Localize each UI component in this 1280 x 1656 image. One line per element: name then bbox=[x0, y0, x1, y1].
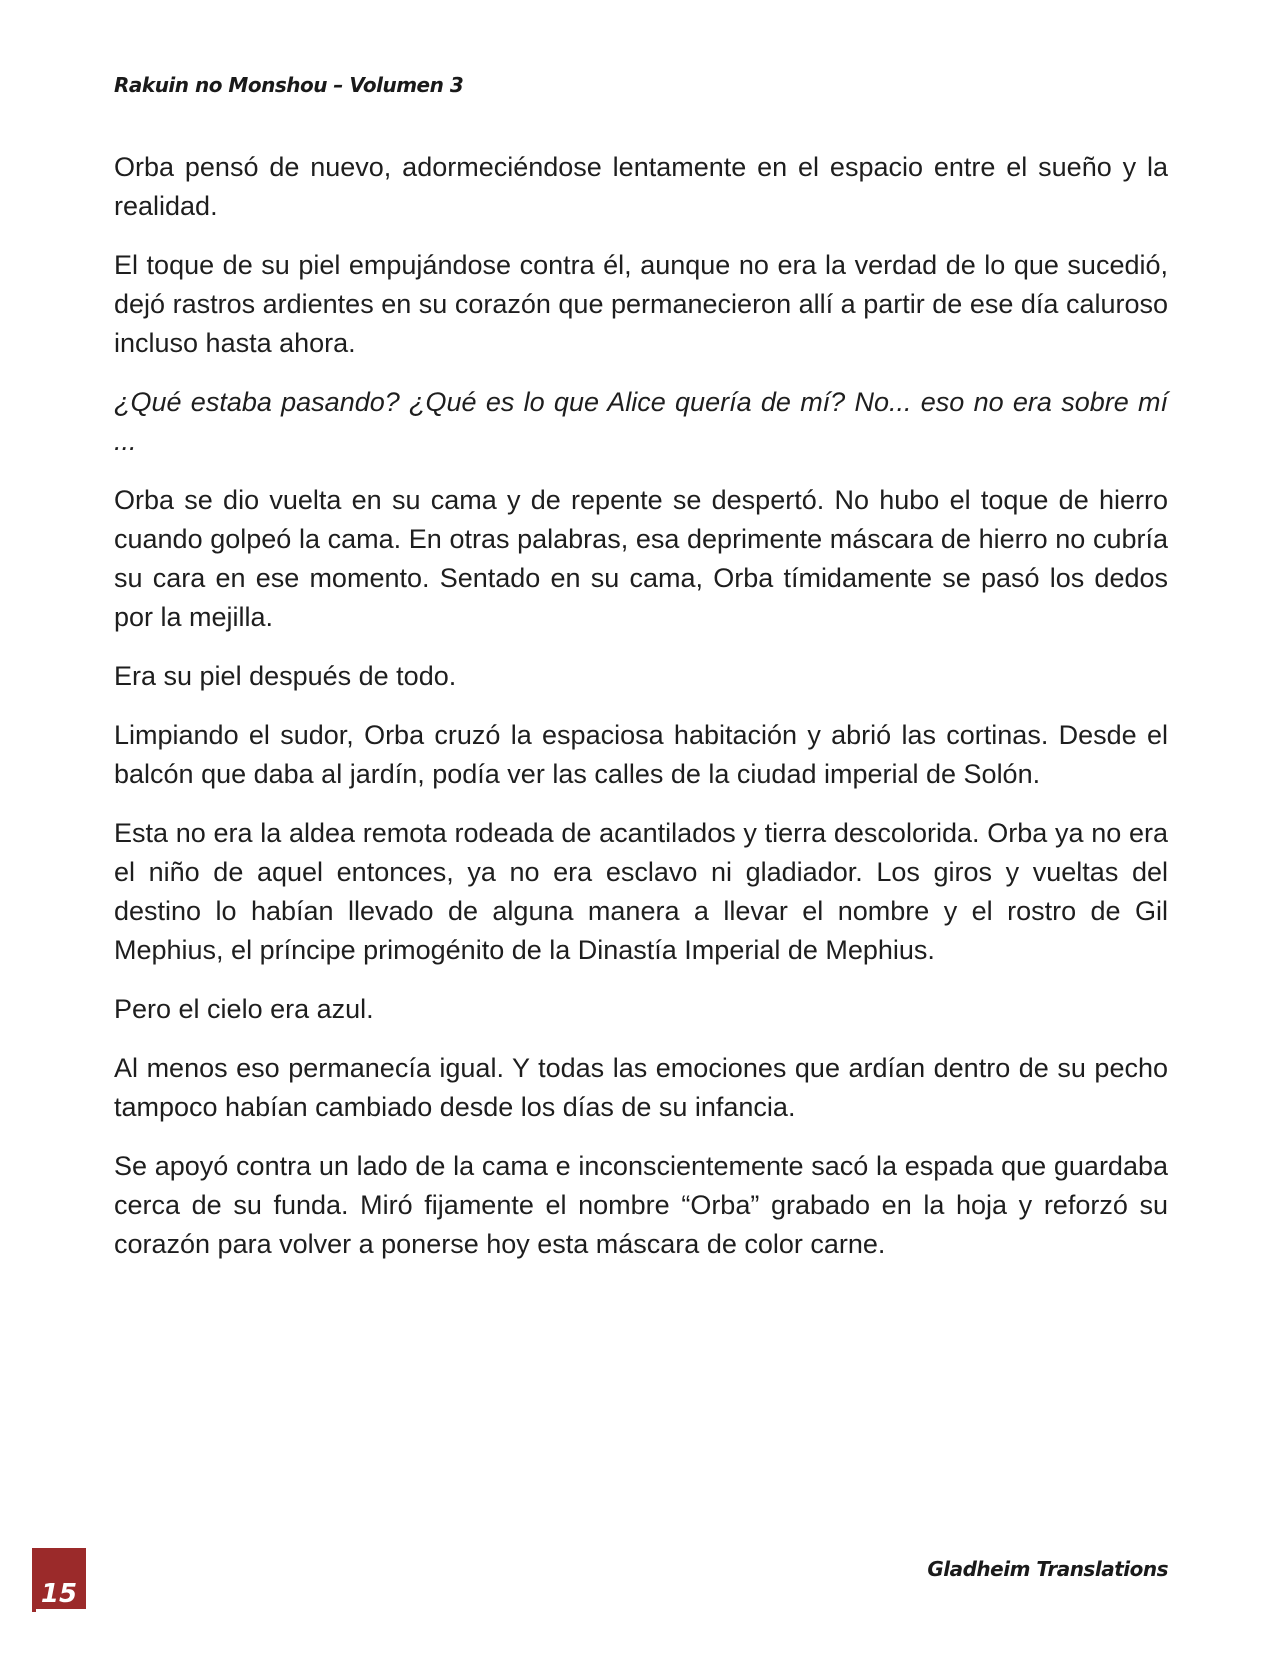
page-header-title: Rakuin no Monshou – Volumen 3 bbox=[114, 73, 464, 97]
paragraph: Orba se dio vuelta en su cama y de repente se despertó. No hubo el toque de hierro cuando golpeó la cama. En otras palabras, esa deprimente máscara de hierro no cubría su cara en ese momento. Sentado en su cama, Orba tímidamente se pasó los dedos por la mejilla. bbox=[114, 485, 1168, 632]
paragraph: El toque de su piel empujándose contra él, aunque no era la verdad de lo que sucedió, dejó rastros ardientes en su corazón que permanecieron allí a partir de ese día caluroso incluso hasta ahora. bbox=[114, 250, 1168, 358]
paragraph-italic: ¿Qué estaba pasando? ¿Qué es lo que Alice quería de mí? No... eso no era sobre mí ... bbox=[114, 387, 1168, 456]
paragraph: Limpiando el sudor, Orba cruzó la espaciosa habitación y abrió las cortinas. Desde el balcón que daba al jardín, podía ver las calles de la ciudad imperial de Solón. bbox=[114, 720, 1168, 789]
publisher-credit: Gladheim Translations bbox=[927, 1557, 1168, 1581]
paragraph: Se apoyó contra un lado de la cama e inconscientemente sacó la espada que guardaba cerca de su funda. Miró fijamente el nombre “Orba” grabado en la hoja y reforzó su corazón para volver a ponerse hoy esta máscara de color carne. bbox=[114, 1151, 1168, 1259]
page-number-badge bbox=[32, 1548, 86, 1612]
page-number-underline bbox=[36, 1609, 86, 1612]
body-text bbox=[114, 148, 1168, 1284]
paragraph: Pero el cielo era azul. bbox=[114, 994, 374, 1024]
page-number: 15 bbox=[40, 1579, 78, 1609]
paragraph: Al menos eso permanecía igual. Y todas las emociones que ardían dentro de su pecho tampoco habían cambiado desde los días de su infancia. bbox=[114, 1053, 1168, 1122]
paragraph: Esta no era la aldea remota rodeada de acantilados y tierra descolorida. Orba ya no era el niño de aquel entonces, ya no era esclavo ni gladiador. Los giros y vueltas del destino lo habían llevado de alguna manera a llevar el nombre y el rostro de Gil Mephius, el príncipe primogénito de la Dinastía Imperial de Mephius. bbox=[114, 818, 1168, 965]
paragraph: Era su piel después de todo. bbox=[114, 661, 457, 691]
paragraph: Orba pensó de nuevo, adormeciéndose lentamente en el espacio entre el sueño y la realidad. bbox=[114, 152, 1168, 221]
